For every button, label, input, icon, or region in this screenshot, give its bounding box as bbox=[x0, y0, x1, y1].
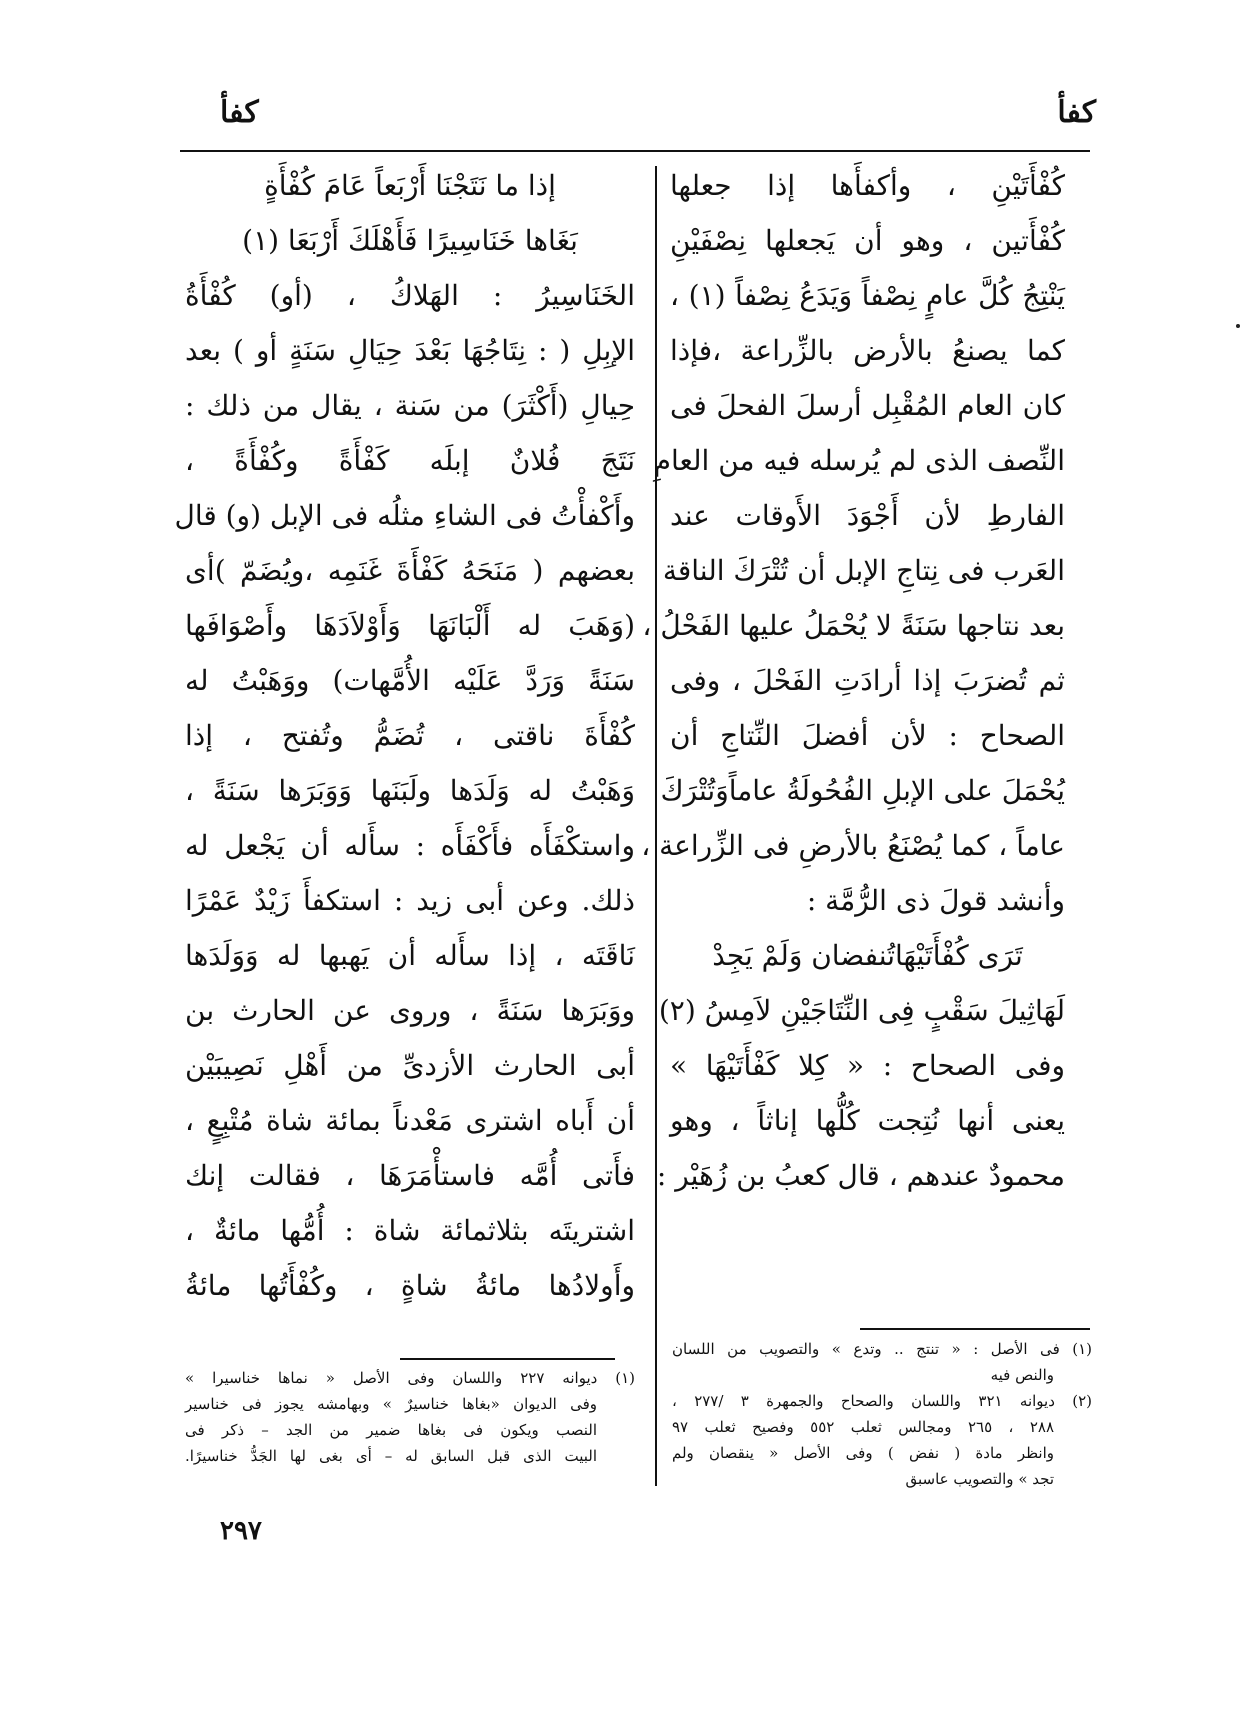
text-line: الفارطِ لأن أَجْوَدَ الأَوقات عند bbox=[670, 499, 1065, 532]
text-line: الإبِلِ ( : نِتَاجُهَا بَعْدَ حِيَالِ سَنَةٍ أو ) بعد bbox=[185, 334, 635, 367]
text-line: وأَولادُها مائةُ شاةٍ ، وكُفْأَتُها مائةُ bbox=[185, 1269, 635, 1302]
text-line: عاماً ، كما يُصْنَعُ بالأرضِ فى الزِّراعة ، bbox=[641, 829, 1065, 862]
text-line: النِّصف الذى لم يُرسله فيه من العامِ bbox=[653, 444, 1065, 477]
footnote-line: والنص فيه bbox=[990, 1366, 1054, 1384]
margin-mark bbox=[1236, 324, 1240, 328]
verse-line: تَرَى كُفْأَتَيْهَاتُنفضان وَلَمْ يَجِدْ bbox=[712, 939, 1023, 972]
right-column bbox=[641, 158, 1065, 1203]
page-number: ٢٩٧ bbox=[220, 1516, 262, 1546]
footnote-rule-left bbox=[400, 1358, 615, 1360]
text-line: سَنَةً وَرَدَّ عَلَيْه الأُمَّهات) ووَهَبْتُ له bbox=[185, 664, 635, 697]
text-line: (وَهَبَ له أَلْبَانَهَا وَأَوْلاَدَهَا وأَصْوَافَها bbox=[185, 609, 635, 642]
footnote-line: (٢) ديوانه ٣٢١ واللسان والصحاح والجمهرة ٣ /٢٧٧ ، bbox=[672, 1392, 1092, 1410]
text-line: بعضهم ( مَنَحَهُ كَفْأَةَ غَنَمِه ،ويُضَمّ )أى bbox=[185, 554, 635, 587]
verse-line: بَغَاها خَنَاسِيرًا فَأَهْلَكَ أَرْبَعَا (١) bbox=[242, 224, 578, 257]
verse-line: إذا ما نَتَجْنَا أَرْبَعاً عَامَ كُفْأَةٍ bbox=[264, 169, 556, 202]
text-line: أن أَباه اشترى مَعْدناً بمائة شاة مُتْبِعٍ ، bbox=[185, 1104, 635, 1137]
footnote-line: وفى الديوان «بغاها خناسيرٌ » وبهامشه يجوز فى خناسير bbox=[185, 1395, 597, 1413]
text-line: يعنى أنها نُتِجت كُلُّها إناثاً ، وهو bbox=[670, 1104, 1065, 1137]
text-line: العَرب فى نِتاجِ الإبل أن تُتْرَكَ الناقة bbox=[662, 554, 1065, 587]
left-column bbox=[174, 158, 635, 1313]
text-line: كما يصنعُ بالأرض بالزِّراعة ،فإذا bbox=[670, 334, 1065, 367]
text-line: كُفْأَتَيْنِ ، وأكفأَها إذا جعلها bbox=[670, 169, 1065, 202]
footnotes-left bbox=[185, 1365, 635, 1469]
text-line: نَاقَتَه ، إذا سأَله أن يَهبها له وَوَلَدَها bbox=[185, 939, 635, 972]
footnote-line: (١) ديوانه ٢٢٧ واللسان وفى الأصل « نماها خناسيرا » bbox=[185, 1369, 635, 1387]
footnote-line: (١) فى الأصل : « تنتج .. وتدع » والتصويب من اللسان bbox=[672, 1340, 1092, 1358]
text-line: أبى الحارث الأزدىِّ من أَهْلِ نَصِيبَيْن bbox=[185, 1049, 635, 1082]
footnote-rule-right bbox=[860, 1328, 1090, 1330]
footnotes-right bbox=[672, 1336, 1092, 1492]
text-line: كُفْأَةَ ناقتى ، تُضَمُّ وتُفتح ، إذا bbox=[185, 719, 635, 752]
text-line: الصحاح : لأن أفضلَ النِّتاجِ أن bbox=[670, 719, 1065, 752]
footnote-line: النصب ويكون فى بغاها ضمير من الجد – ذكر فى bbox=[185, 1421, 597, 1439]
text-line: واستكْفَأَه فأَكْفَأَه : سأَله أن يَجْعل له bbox=[185, 829, 635, 862]
header-rule bbox=[180, 150, 1090, 152]
text-line: يَنْتِجُ كُلَّ عامٍ نِصْفاً وَيَدَعُ نِصْفاً (١) ، bbox=[670, 279, 1065, 312]
text-line: وأَكْفأْتُ فى الشاءِ مثلُه فى الإبل (و) قال bbox=[174, 499, 635, 532]
text-line: ثم تُضرَبَ إذا أرادَتِ الفَحْلَ ، وفى bbox=[670, 664, 1065, 697]
text-line: الخَنَاسِيرُ : الهَلاكُ ، (أو) كُفْأَةُ bbox=[185, 279, 635, 312]
text-line: يُحْمَلَ على الإبلِ الفُحُولَةُ عاماًوَتُتْرَكَ bbox=[660, 774, 1065, 807]
footnote-line: ٢٨٨ ، ٢٦٥ ومجالس ثعلب ٥٥٢ وفصيح ثعلب ٩٧ bbox=[672, 1418, 1054, 1436]
text-line: وأنشد قولَ ذى الرُّمَّة : bbox=[806, 884, 1065, 917]
text-line: محمودٌ عندهم ، قال كعبُ بن زُهَيْر : bbox=[656, 1159, 1065, 1192]
text-line: حِيالِ (أَكْثَرَ) من سَنة ، يقال من ذلك : bbox=[185, 389, 635, 422]
text-line: ذلك. وعن أبى زيد : استكفأَ زَيْدٌ عَمْرًا bbox=[185, 884, 635, 917]
text-line: كُفْأَتين ، وهو أن يَجعلها نِصْفَيْنِ bbox=[670, 224, 1065, 257]
text-line: نَتَجَ فُلانٌ إبلَه كَفْأَةً وكُفْأَةً ، bbox=[185, 444, 635, 477]
text-line: وفى الصحاح : « كِلا كَفْأَتَيْهَا » bbox=[670, 1049, 1065, 1082]
text-line: فأَتى أُمَّه فاستأْمَرَهَا ، فقالت إنك bbox=[185, 1159, 635, 1192]
text-line: ووَبَرَها سَنَةً ، وروى عن الحارث بن bbox=[185, 994, 635, 1027]
running-head-left: كفأ bbox=[220, 95, 259, 130]
text-line: وَهَبْتُ له وَلَدَها ولَبَنَها وَوَبَرَها سَنَةً ، bbox=[185, 774, 635, 807]
footnote-line: تجد » والتصويب عاسبق bbox=[905, 1470, 1054, 1488]
running-head-right: كفأ bbox=[1057, 95, 1096, 130]
footnote-line: البيت الذى قبل السابق له – أى بغى لها الجَدُّ خناسيرًا. bbox=[185, 1447, 597, 1465]
text-line: كان العام المُقْبِل أرسلَ الفحلَ فى bbox=[670, 389, 1065, 422]
verse-line: لَهَاثِيلَ سَقْبٍ فِى النِّتَاجَيْنِ لاَمِسُ (٢) bbox=[658, 994, 1065, 1027]
text-line: اشتريتَه بثلاثمائة شاة : أُمُّها مائةٌ ، bbox=[185, 1214, 635, 1247]
text-line: بعد نتاجها سَنَةً لا يُحْمَلُ عليها الفَحْلُ ، bbox=[642, 609, 1065, 642]
footnote-line: وانظر مادة ( نفض ) وفى الأصل « ينقصان ولم bbox=[672, 1444, 1054, 1462]
